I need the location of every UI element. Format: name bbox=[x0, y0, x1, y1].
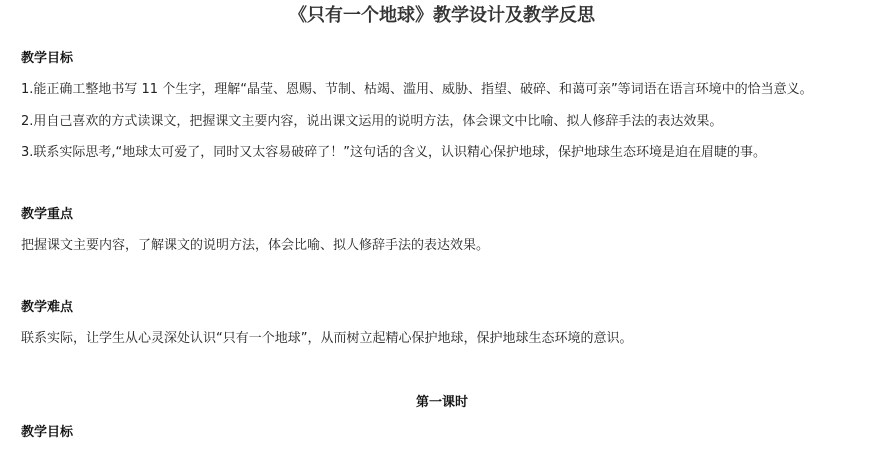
document-title: 《只有一个地球》教学设计及教学反思 bbox=[289, 5, 595, 26]
objective-item-3: 3.联系实际思考,“地球太可爱了，同时又太容易破碎了！”这句话的含义，认识精心保护地球，保护地球生态环境是迫在眉睫的事。 bbox=[21, 145, 767, 160]
lesson-one-heading: 第一课时 bbox=[415, 395, 468, 410]
key-points-text: 把握课文主要内容，了解课文的说明方法，体会比喻、拟人修辞手法的表达效果。 bbox=[21, 238, 490, 253]
objective-item-1: 1.能正确工整地书写 11 个生字，理解“晶莹、恩赐、节制、枯竭、滥用、威胁、指望、破碎、和蔼可亲”等词语在语言环境中的恰当意义。 bbox=[21, 82, 813, 97]
key-points-heading: 教学重点 bbox=[21, 207, 74, 222]
objectives-heading: 教学目标 bbox=[21, 51, 74, 66]
difficulties-text: 联系实际，让学生从心灵深处认识“只有一个地球”，从而树立起精心保护地球，保护地球生态环境的意识。 bbox=[21, 331, 633, 346]
difficulties-heading: 教学难点 bbox=[21, 300, 74, 315]
lesson-one-objectives-heading: 教学目标 bbox=[21, 425, 74, 440]
objective-item-2: 2.用自己喜欢的方式读课文，把握课文主要内容，说出课文运用的说明方法，体会课文中比喻、拟人修辞手法的表达效果。 bbox=[21, 114, 723, 129]
